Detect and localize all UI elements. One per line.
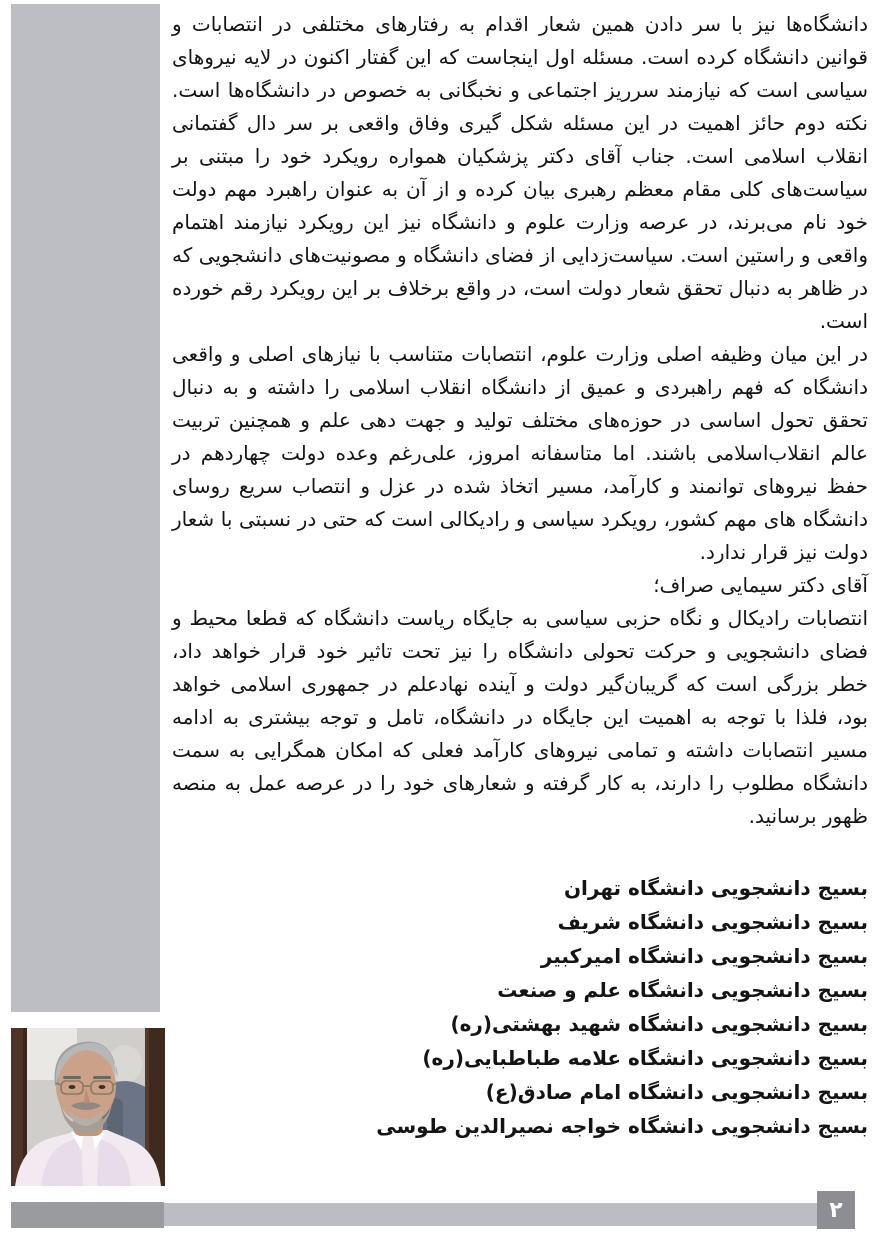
page-number: ۲ [829,1197,843,1223]
signature-line: بسیج دانشجویی دانشگاه علامه طباطبایی(ره) [422,1046,868,1070]
footer-bar-right [164,1203,817,1226]
body-paragraph-3: انتصابات رادیکال و نگاه حزبی سیاسی به جایگاه ریاست دانشگاه که قطعا محیط و فضای دانشجویی و حرکت تحولی دانشگاه را نیز تحت تاثیر خود قرار خواهد داد، خطر بزرگی است که گریبان‌گیر دولت و آینده نهادعلم در جمهوری اسلامی خواهد بود، فلذا با توجه به اهمیت این جایگاه در دانشگاه، تامل و توجه بیشتری به ادامه مسیر انتصابات داشته و تمامی نیروهای کارآمد فعلی که امکان همگرایی به سمت دانشگاه مطلوب را دارند، به کار گرفته و شعارهای خود را در عرصه عمل به منصه ظهور برسانید. [172,606,868,828]
signature-line: بسیج دانشجویی دانشگاه تهران [563,876,868,900]
signature-line: بسیج دانشجویی دانشگاه شهید بهشتی(ره) [450,1012,868,1036]
sidebar-decoration [11,4,160,1012]
portrait-photo [11,1028,165,1186]
signature-line: بسیج دانشجویی دانشگاه شریف [557,910,868,934]
signature-line: بسیج دانشجویی دانشگاه علم و صنعت [497,978,868,1002]
salutation-line: آقای دکتر سیمایی صراف؛ [653,573,868,597]
footer-bar-left [11,1202,164,1228]
signatures-list [172,871,868,1143]
body-paragraph-2: در این میان وظیفه اصلی وزارت علوم، انتصابات متناسب با نیازهای اصلی و واقعی دانشگاه که فهم راهبردی و عمیق از دانشگاه انقلاب اسلامی را داشته و به دنبال تحقق تحول اساسی در حوزه‌های مختلف تولید و جهت دهی علم و همچنین تربیت عالم انقلاب‌اسلامی باشند. اما متاسفانه امروز، علی‌رغم وعده دولت چهاردهم در حفظ نیروهای توانمند و کارآمد، مسیر اتخاذ شده در عزل و انتصاب سریع روسای دانشگاه های مهم کشور، رویکرد سیاسی و رادیکالی است که حتی در نسبتی با شعار دولت نیز قرار ندارد. [172,342,868,564]
portrait-photo-illustration [11,1028,165,1186]
page-number-badge [817,1191,855,1229]
signature-line: بسیج دانشجویی دانشگاه خواجه نصیرالدین طوسی [376,1114,868,1138]
signature-line: بسیج دانشجویی دانشگاه امام صادق(ع) [485,1080,868,1104]
body-paragraph-1: دانشگاه‌ها نیز با سر دادن همین شعار اقدام به رفتارهای مختلفی در انتصابات و قوانین دانشگاه کرده است. مسئله اول اینجاست که این گفتار اکنون در لایه نیروهای سیاسی است که نیازمند سرریز اجتماعی و نخبگانی به خصوص در دانشگاه‌ها است. نکته دوم حائز اهمیت در این مسئله شکل گیری وفاق واقعی بر سر دال گفتمانی انقلاب اسلامی است. جناب آقای دکتر پزشکیان همواره رویکرد خود را مبتنی بر سیاست‌های کلی مقام معظم رهبری بیان کرده و از آن به عنوان راهبرد مهم دولت خود نام می‌برند، در عرصه وزارت علوم و دانشگاه نیز این رویکرد نیازمند اهتمام واقعی و راستین است. سیاست‌زدایی از فضای دانشگاه و مصونیت‌های دانشجویی که در ظاهر به دنبال تحقق شعار دولت است، در واقع برخلاف بر این رویکرد رقم خورده است. [172,12,868,333]
letter-body [172,8,868,1143]
signature-line: بسیج دانشجویی دانشگاه امیرکبیر [540,944,868,968]
